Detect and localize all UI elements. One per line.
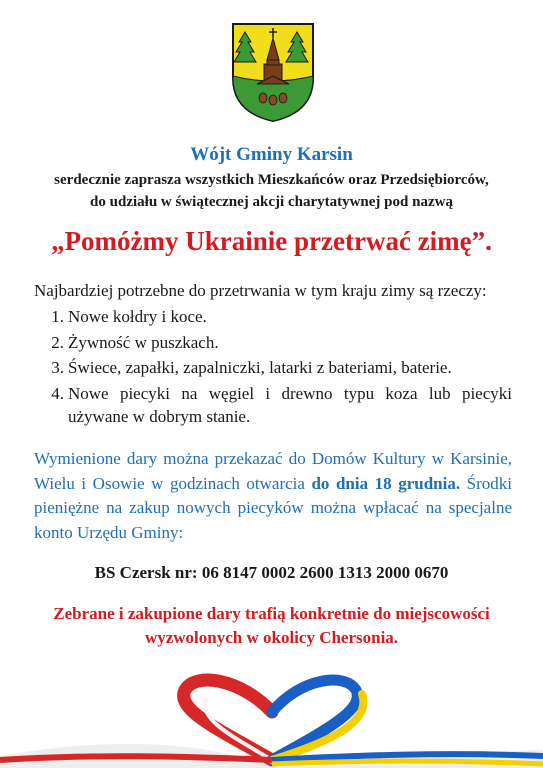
list-number: 3.: [51, 358, 64, 377]
list-text: Nowe kołdry i koce.: [68, 307, 207, 326]
list-number: 2.: [51, 332, 64, 352]
list-item: [34, 331, 512, 355]
needs-intro: Najbardziej potrzebne do przetrwania w tym kraju zimy są rzeczy:: [34, 281, 487, 300]
bank-account: BS Czersk nr: 06 8147 0002 2600 1313 2000 0670: [94, 563, 449, 582]
list-item: [34, 382, 512, 429]
list-item: [34, 305, 512, 329]
donation-deadline: do dnia 18 grudnia.: [311, 473, 461, 493]
needs-list: [34, 305, 512, 431]
list-text: Świece, zapałki, zapalniczki, latarki z bateriami, baterie.: [68, 358, 452, 377]
invitation-line-1: serdecznie zaprasza wszystkich Mieszkańców oraz Przedsiębiorców,: [54, 172, 489, 188]
list-text: Nowe piecyki na węgiel i drewno typu koza lub piecyki używane w dobrym stanie.: [68, 383, 512, 426]
invitation-line-2: do udziału w świątecznej akcji charytatywnej pod nazwą: [90, 194, 453, 210]
donation-text-2: Środki pieniężne na zakup nowych piecyków można wpłacać na specjalne konto Urzędu Gminy:: [34, 473, 512, 542]
closing-line-2: wyzwolonych w okolicy Chersonia.: [144, 628, 399, 647]
page-heading: Wójt Gminy Karsin: [190, 144, 353, 165]
list-number: 1.: [51, 307, 64, 326]
list-text: Żywność w puszkach.: [68, 332, 219, 352]
donation-text: Wymienione dary można przekazać do Domów Kultury w Karsinie, Wielu i Osowie w godzinach otwarcia: [34, 449, 512, 493]
campaign-title: „Pomóżmy Ukrainie przetrwać zimę”.: [51, 226, 492, 256]
donation-info: [34, 447, 512, 545]
list-item: [34, 356, 512, 380]
list-number: 4.: [51, 383, 64, 403]
closing-line-1: Zebrane i zakupione dary trafią konkretnie do miejscowości: [53, 604, 490, 623]
heart-ribbon-icon: [0, 660, 543, 768]
coat-of-arms-icon: [229, 20, 317, 124]
